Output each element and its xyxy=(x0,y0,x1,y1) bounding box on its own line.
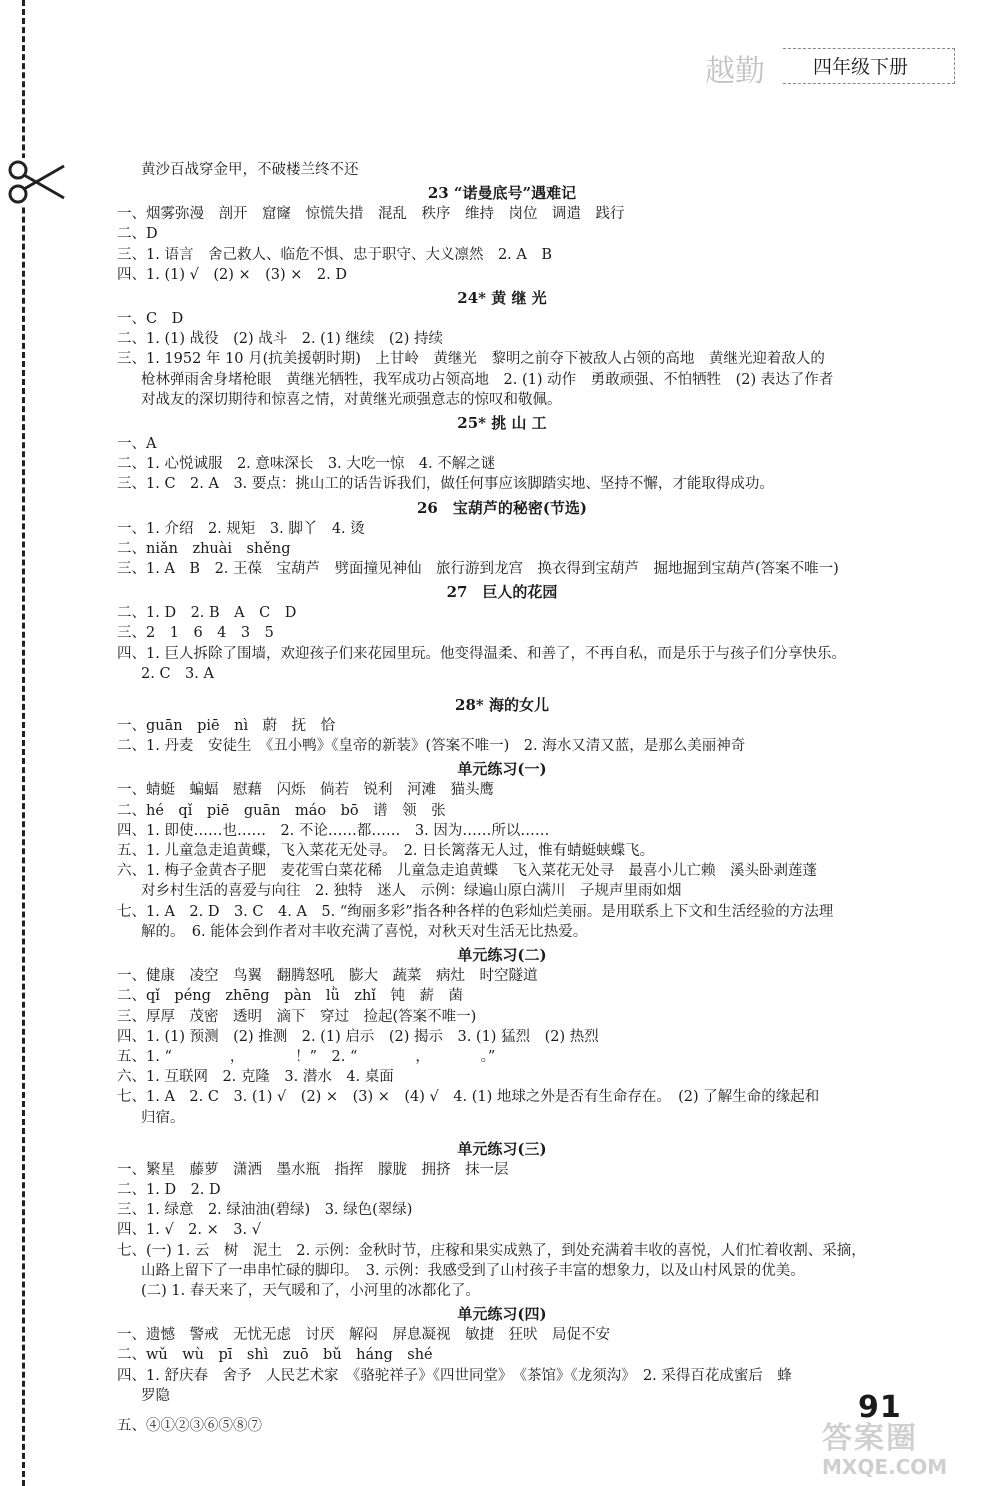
answer-line: 二、1. D 2. B A C D xyxy=(117,605,297,622)
answer-line: 四、1. 巨人拆除了围墙，欢迎孩子们来花园里玩。他变得温柔、和善了，不再自私，而是乐于与孩子们分享快乐。 xyxy=(117,645,846,662)
section-title: 28* 海的女儿 xyxy=(455,696,549,715)
answer-line: 三、2 1 6 4 3 5 xyxy=(117,625,274,642)
answer-line: 七、1. A 2. D 3. C 4. A 5. “绚丽多彩”指各种各样的色彩灿烂美丽。是用联系上下文和生活经验的方法理 xyxy=(117,903,834,920)
answer-line: 一、C D xyxy=(117,311,184,328)
answer-line: 一、繁星 藤萝 潇洒 墨水瓶 指挥 朦胧 拥挤 抹一层 xyxy=(117,1161,509,1178)
answer-line: 六、1. 互联网 2. 克隆 3. 潜水 4. 桌面 xyxy=(117,1069,394,1086)
answer-line: 一、蜻蜓 蝙蝠 慰藉 闪烁 倘若 锐利 河滩 猫头鹰 xyxy=(117,782,494,799)
answer-line: 三、1. A B 2. 王葆 宝葫芦 劈面撞见神仙 旅行游到龙宫 换衣得到宝葫芦 掘地掘到宝葫芦(答案不唯一) xyxy=(117,561,839,578)
answer-line: 三、1. 语言 舍己救人、临危不惧、忠于职守、大义凛然 2. A B xyxy=(117,246,553,263)
answer-line: 归宿。 xyxy=(141,1109,185,1126)
answer-line: 三、1. 绿意 2. 绿油油(碧绿) 3. 绿色(翠绿) xyxy=(117,1202,413,1219)
section-title: 25* 挑 山 工 xyxy=(457,414,547,433)
answer-line: 三、厚厚 茂密 透明 滴下 穿过 捡起(答案不唯一) xyxy=(117,1008,477,1025)
answer-line: 六、1. 梅子金黄杏子肥 麦花雪白菜花稀 儿童急走追黄蝶 飞入菜花无处寻 最喜小儿亡赖 溪头卧剥莲蓬 xyxy=(117,863,817,880)
answer-line: 山路上留下了一串串忙碌的脚印。 3. 示例：我感受到了山村孩子丰富的想象力，以及山村风景的优美。 xyxy=(141,1262,805,1279)
answer-line: 解的。 6. 能体会到作者对丰收充满了喜悦，对秋天对生活无比热爱。 xyxy=(141,923,588,940)
answer-line: 三、1. 1952 年 10 月(抗美援朝时期) 上甘岭 黄继光 黎明之前夺下被敌人占领的高地 黄继光迎着敌人的 xyxy=(117,351,825,368)
publisher-stamp-icon: 越勤 xyxy=(705,54,765,89)
answer-line: 一、遗憾 警戒 无忧无虑 讨厌 解闷 屏息凝视 敏捷 狂吠 局促不安 xyxy=(117,1327,610,1344)
answer-line: 一、烟雾弥漫 剖开 窟窿 惊慌失措 混乱 秩序 维持 岗位 调遣 践行 xyxy=(117,206,625,223)
answer-line: 四、1. (1) 预测 (2) 推测 2. (1) 启示 (2) 揭示 3. (1) 猛烈 (2) 热烈 xyxy=(117,1028,599,1045)
answer-line: 枪林弹雨舍身堵枪眼 黄继光牺牲，我军成功占领高地 2. (1) 动作 勇敢顽强、不怕牺牲 (2) 表达了作者 xyxy=(141,371,834,388)
answer-line: 四、1. 即使……也…… 2. 不论……都…… 3. 因为……所以…… xyxy=(117,822,550,839)
section-title: 24* 黄 继 光 xyxy=(457,289,547,308)
answer-line: 一、A xyxy=(117,436,157,453)
answer-line: 三、1. C 2. A 3. 要点：挑山工的话告诉我们，做任何事应该脚踏实地、坚持不懈，才能取得成功。 xyxy=(117,476,774,493)
watermark-top-text: 答案圈 xyxy=(822,1421,918,1456)
answer-line: 五、1. 儿童急走追黄蝶，飞入菜花无处寻。 2. 日长篱落无人过，惟有蜻蜓蛱蝶飞。 xyxy=(117,843,655,860)
section-title: 单元练习(一) xyxy=(457,760,547,779)
watermark-url: MXQE.COM xyxy=(822,1455,948,1479)
answer-line: 对乡村生活的喜爱与向往 2. 独特 迷人 示例：绿遍山原白满川 子规声里雨如烟 xyxy=(141,883,682,900)
answer-line: 二、niǎn zhuài shěng xyxy=(117,540,291,557)
watermark-logo xyxy=(822,1422,982,1480)
section-title: 23 “诺曼底号”遇难记 xyxy=(427,184,577,203)
answer-line: 一、guān piē nì 蔚 抚 恰 xyxy=(117,718,336,735)
section-title: 单元练习(三) xyxy=(457,1139,547,1158)
answer-line: 二、D xyxy=(117,226,158,243)
answer-line: 2. C 3. A xyxy=(141,665,214,682)
answer-line: 七、1. A 2. C 3. (1) √ (2) × (3) × (4) √ 4. (1) 地球之外是否有生命存在。 (2) 了解生命的缘起和 xyxy=(117,1089,820,1106)
answer-line: 二、qǐ péng zhēng pàn lǜ zhǐ 钝 薪 菌 xyxy=(117,988,463,1005)
answer-line: 二、1. 丹麦 安徒生 《丑小鸭》《皇帝的新装》(答案不唯一) 2. 海水又清又蓝，是那么美丽神奇 xyxy=(117,738,746,755)
page-number: 91 xyxy=(858,1390,902,1425)
grade-label: 四年级下册 xyxy=(783,48,955,84)
section-title: 27 巨人的花园 xyxy=(446,583,558,602)
answer-line: (二) 1. 春天来了，天气暖和了，小河里的冰都化了。 xyxy=(141,1282,480,1299)
answer-line: 对战友的深切期待和惊喜之情，对黄继光顽强意志的惊叹和敬佩。 xyxy=(141,391,562,408)
answer-line: 罗隐 xyxy=(141,1387,170,1404)
answer-line: 四、1. 舒庆春 舍予 人民艺术家 《骆驼祥子》《四世同堂》 《茶馆》《龙须沟》 2. 采得百花成蜜后 蜂 xyxy=(117,1367,792,1384)
answer-line: 二、hé qǐ piē guān máo bō 谱 领 张 xyxy=(117,802,446,819)
section-title: 单元练习(四) xyxy=(457,1305,547,1324)
answer-line: 二、1. (1) 战役 (2) 战斗 2. (1) 继续 (2) 持续 xyxy=(117,331,443,348)
answer-line: 二、1. 心悦诚服 2. 意味深长 3. 大吃一惊 4. 不解之谜 xyxy=(117,456,496,473)
scissors-icon xyxy=(6,158,68,206)
answer-line: 黄沙百战穿金甲，不破楼兰终不还 xyxy=(141,162,359,178)
answer-line: 四、1. (1) √ (2) × (3) × 2. D xyxy=(117,266,347,283)
section-title: 单元练习(二) xyxy=(457,946,547,965)
answer-line: 四、1. √ 2. × 3. √ xyxy=(117,1222,261,1239)
answer-line: 一、1. 介绍 2. 规矩 3. 脚丫 4. 烫 xyxy=(117,520,365,537)
answer-line: 七、(一) 1. 云 树 泥土 2. 示例：金秋时节，庄稼和果实成熟了，到处充满着丰收的喜悦，人们忙着收割、采摘， xyxy=(117,1242,866,1259)
section-title: 26 宝葫芦的秘密(节选) xyxy=(416,498,588,517)
answer-line: 五、1. “ ， ！” 2. “ ， 。” xyxy=(117,1048,496,1065)
answer-line: 一、健康 凌空 鸟翼 翻腾怒吼 膨大 蔬菜 病灶 时空隧道 xyxy=(117,968,538,985)
answer-line: 二、1. D 2. D xyxy=(117,1181,221,1198)
answer-line: 五、④①②③⑥⑤⑧⑦ xyxy=(117,1417,262,1434)
cut-line xyxy=(22,0,25,1486)
answer-line: 二、wǔ wù pī shì zuō bǔ háng shé xyxy=(117,1347,433,1364)
answer-content xyxy=(117,160,887,1436)
